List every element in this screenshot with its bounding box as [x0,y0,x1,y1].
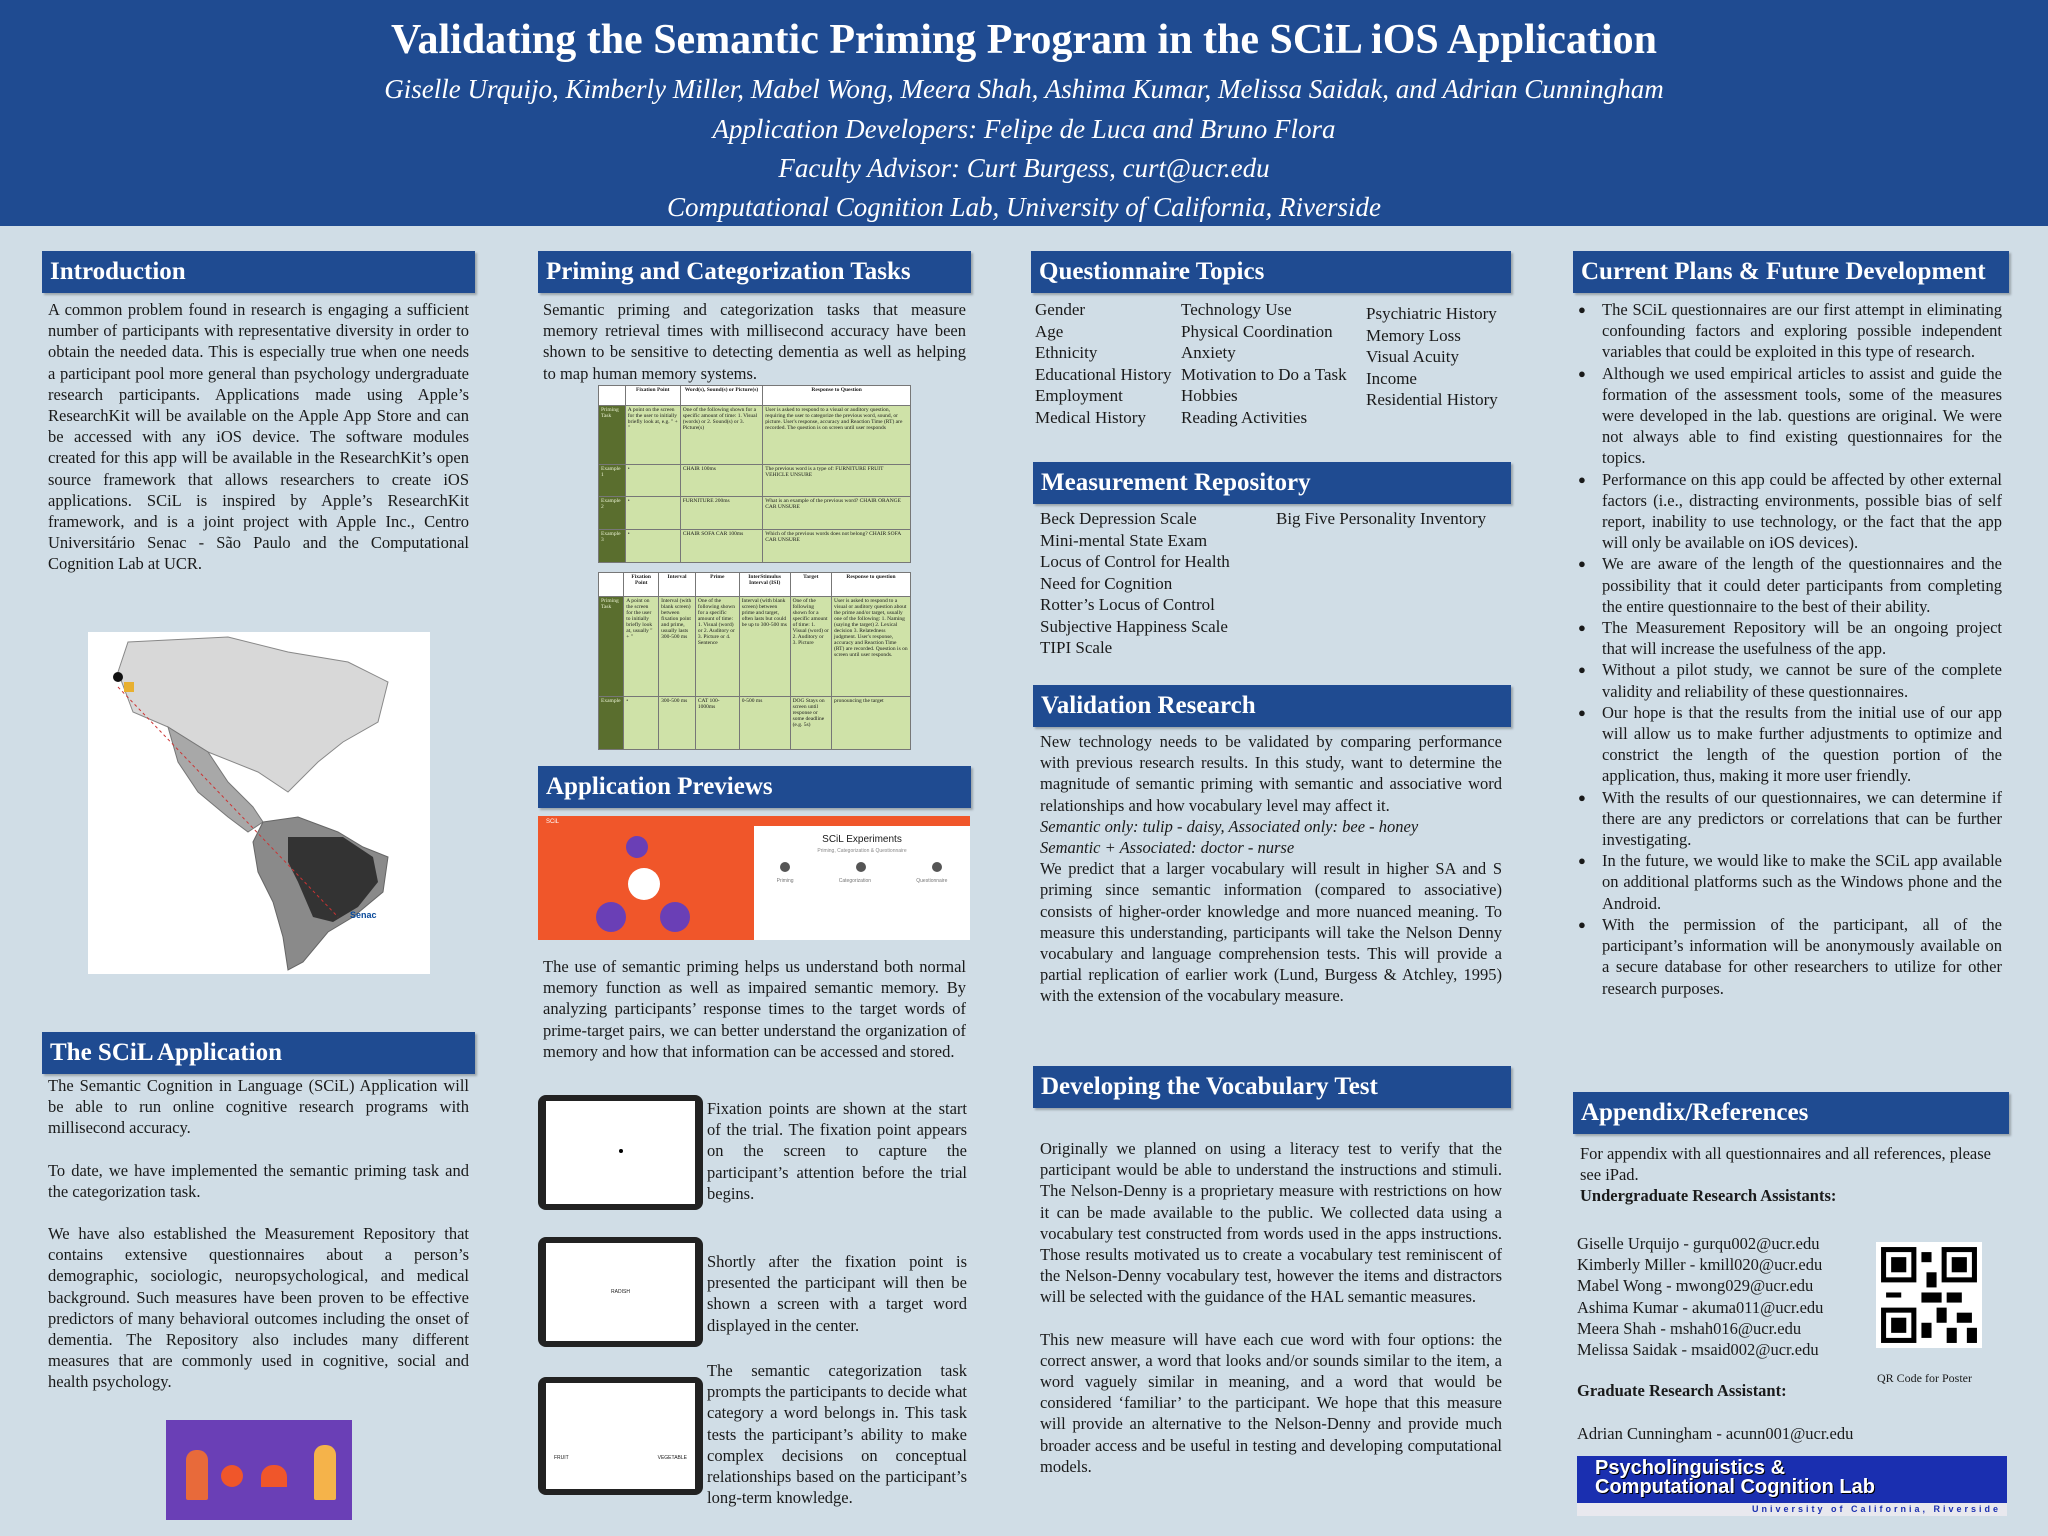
questionnaire-topic: Motivation to Do a Task [1181,364,1347,384]
app-preview-screenshot [538,816,970,940]
plan-bullet: ● Without a pilot study, we cannot be sure of the complete validity and reliability of these questionnaires. [1578,659,2002,701]
target-tablet-image [538,1237,703,1347]
plan-bullet: ● With the permission of the participant, all of the participant’s information will be anonymously available on a secure database for other researchers to utilize for other research purposes. [1578,914,2002,999]
table-cell: A point on the screen for the user to initially briefly look at, usually " + " [624,596,659,696]
table-header-cell: Fixation Point [624,573,659,597]
vocab-p2: This new measure will have each cue word with four options: the correct answer, a word that looks and/or sounds similar to the item, a word vaguely similar in meaning, and a word that would be considered ‘familiar’ to the participant. We hope that this measure will provide an alternative to the Nelson-Denny and provide much broader access and be useful in testing and developing computational models. [1040,1329,1502,1476]
category-right-label: VEGETABLE [657,1455,687,1461]
questionnaire-topic: Employment [1035,386,1123,405]
table-row [599,405,911,464]
questionnaire-topic: Psychiatric History [1366,304,1497,323]
table-cell: • [625,497,680,530]
table-row [599,530,911,563]
table-cell: CHAIR 100ms [680,464,762,497]
table-cell: Priming Task [599,405,626,464]
graduate-assistant: Adrian Cunningham - acunn001@ucr.edu [1577,1424,1854,1443]
graduate-assistant-title: Graduate Research Assistant: [1577,1381,1787,1400]
table-cell: • [625,530,680,563]
assistant-list [1577,1233,1867,1360]
plan-bullet: ● With the results of our questionnaires, we can determine if there are any predictors or correlations that can be further investigating. [1578,787,2002,851]
categorization-tablet-image [538,1377,703,1495]
table-cell: • [625,464,680,497]
table-row [599,596,911,696]
vocab-heading: Developing the Vocabulary Test [1033,1066,1511,1108]
table-cell: User is asked to respond to a visual or auditory question, requiring the user to categorize the previous word, sound, or picture. User's response, accuracy and Reaction Time (RT) are recorded. The question is on screen until user responds [763,405,911,464]
questionnaire-topic: Ethnicity [1035,343,1098,362]
assistant-contact: Meera Shah - mshah016@ucr.edu [1577,1318,1802,1338]
table-cell: Example 2 [599,497,626,530]
logo-line-3: University of California, Riverside [1577,1503,2007,1516]
priming-task-table [598,385,911,563]
senac-logo-label: Senac [350,910,377,920]
authors: Giselle Urquijo, Kimberly Miller, Mabel Wong, Meera Shah, Ashima Kumar, Melissa Saidak, and Adrian Cunningham [384,74,1664,104]
plan-bullet: ● Although we used empirical articles to assist and guide the formation of the assessment tools, some of the measures were developed in the lab. questions are original. We were not always able to find existing questionnaires for the topics. [1578,363,2002,469]
table-cell: DOG Stays on screen until response or some deadline (e.g. 5s) [790,697,831,750]
table-cell: A point on the screen for the user to initially briefly look at, e.g. " + " [625,405,680,464]
table-header-cell: Interval [659,573,696,597]
repository-measure: Mini-mental State Exam [1040,530,1208,550]
validation-example-1: Semantic only: tulip - daisy, Associated only: bee - honey [1040,816,1419,836]
developers: Application Developers: Felipe de Luca and Bruno Flora [712,114,1336,144]
logo-line-2: Computational Cognition Lab [1595,1476,1875,1498]
table-header-cell: Response to Question [763,386,911,406]
table-cell: One of the following shown for a specific amount of time: 1. Visual (word) or 2. Auditory or 3. Picture or 4. Sentence [695,596,739,696]
repository-measure: TIPI Scale [1040,638,1113,657]
table-cell: Example [599,697,624,750]
vocab-p1: Originally we planned on using a literacy test to verify that the participant would be able to understand the instructions and stimuli. The Nelson-Denny is a proprietary measure with restrictions on how it can be made available to the public. We collected data using a vocabulary test constructed from words used in the apps instructions. Those results motivated us to create a vocabulary test reminiscent of the Nelson-Denny vocabulary test, however the items and distractors will be selected with the guidance of the HAL semantic measures. [1040,1139,1502,1307]
assistant-contact: Ashima Kumar - akuma011@ucr.edu [1577,1297,1824,1317]
category-left-label: FRUIT [554,1455,569,1461]
repository-measure: Locus of Control for Health [1040,552,1230,571]
repository-measure: Beck Depression Scale [1040,509,1197,528]
repository-measure: Subjective Happiness Scale [1040,616,1228,636]
table-header-cell: Word(s), Sound(s) or Picture(s) [680,386,762,406]
table-cell: • [624,697,659,750]
repository-measure: Big Five Personality Inventory [1276,509,1487,528]
questionnaire-topic: Residential History [1366,390,1498,409]
poster-title: Validating the Semantic Priming Program in the SCiL iOS Application [391,17,1657,63]
repository-heading: Measurement Repository [1033,462,1511,504]
plans-heading: Current Plans & Future Development [1573,251,2009,293]
repository-measure: Rotter’s Locus of Control [1040,595,1215,614]
poster-banner [0,0,2048,226]
preview-orange-panel: SCiL [538,816,754,940]
table-header-cell: Prime [695,573,739,597]
plan-bullet: ● In the future, we would like to make the SCiL app available on additional platforms such as the Windows phone and the Android. [1578,850,2002,914]
table-cell: What is an example of the previous word? CHAIR ORANGE CAR UNSURE [763,497,911,530]
faculty-advisor: Faculty Advisor: Curt Burgess, curt@ucr.edu [778,153,1270,183]
qr-caption: QR Code for Poster [1877,1371,1972,1385]
table-header-cell: InterStimulus Interval (ISI) [739,573,790,597]
priming-text: Semantic priming and categorization tasks that measure memory retrieval times with millisecond accuracy have been shown to be sensitive to detecting dementia as well as helping to map human memory systems. [543,300,966,383]
table-cell: 0-500 ms [739,697,790,750]
table-row [599,464,911,497]
assistant-contact: Melissa Saidak - msaid002@ucr.edu [1577,1340,1819,1360]
questionnaire-topic: Educational History [1035,364,1172,384]
questionnaire-topic: Gender [1035,300,1086,319]
plan-bullet: ● We are aware of the length of the questionnaires and the possibility that it could deter participants from completing the entire questionnaire to the best of their ability. [1578,553,2002,617]
questionnaire-topic: Income [1366,368,1417,388]
questionnaire-topic: Age [1035,321,1064,341]
plan-bullet: ● Performance on this app could be affected by other external factors (i.e., distracting environments, possible bias of self report, inability to use technology, or the fact that the app will only be available on iOS devices). [1578,469,2002,554]
table-header-cell: Response to question [832,573,911,597]
fixation-text: Fixation points are shown at the start of the trial. The fixation point appears on the screen to capture the participant’s attention before the trial begins. [707,1099,967,1203]
questionnaire-heading: Questionnaire Topics [1031,251,1511,293]
preview-screen-title: SCiL Experiments [822,834,902,845]
fixation-point-icon [619,1149,623,1153]
table-cell: FURNITURE 200ms [680,497,762,530]
repository-list-1 [1040,508,1230,659]
table-header-cell: Fixation Point [625,386,680,406]
table-cell: Interval (with blank screen) between fixation point and prime, usually lasts 300-500 ms [659,596,696,696]
previews-text: The use of semantic priming helps us understand both normal memory function as well as impaired semantic memory. By analyzing participants’ response times to the target words of prime-target pairs, we can better understand the organization of memory and how that information can be accessed and stored. [543,957,966,1061]
table-cell: The previous word is a type of: FURNITURE FRUIT VEHICLE UNSURE [763,464,911,497]
priming-heading: Priming and Categorization Tasks [538,251,971,293]
repository-list-2 [1276,508,1486,530]
repository-measure: Need for Cognition [1040,573,1173,593]
fixation-tablet-image [538,1095,703,1210]
preview-menu-item: Questionnaire [916,878,948,884]
questionnaire-list-2 [1181,299,1347,428]
lab-affiliation: Computational Cognition Lab, University of California, Riverside [667,192,1381,222]
table-cell: One of the following shown for a specific amount of time: 1. Visual (words) or 2. Sound(s) or 3. Picture(s) [680,405,762,464]
appendix-note: For appendix with all questionnaires and all references, please see iPad. [1580,1144,1991,1185]
qr-code-graphic [1876,1242,1982,1348]
table-cell: Interval (with blank screen) between prime and target, often lasts but could be up to 300-500 ms [739,596,790,696]
scil-application-p1: The Semantic Cognition in Language (SCiL) Application will be able to run online cognitive research programs with millisecond accuracy. [48,1076,469,1138]
table-cell: User is asked to respond to a visual or auditory question about the prime and/or target, usually one of the following: 1. Naming (saying the target) 2. Lexical decision 3. Relatedness judgment. User's response, accuracy and Reaction Time (RT) are recorded. Question is on screen until user responds. [832,596,911,696]
appendix-heading: Appendix/References [1573,1092,2009,1134]
table-cell: CHAIR SOFA CAR 100ms [680,530,762,563]
questionnaire-topic: Visual Acuity [1366,347,1459,366]
undergrad-assistants-title: Undergraduate Research Assistants: [1580,1186,1837,1206]
table-header-cell: Target [790,573,831,597]
table-cell: 300-500 ms [659,697,696,750]
validation-p2: We predict that a larger vocabulary will result in higher SA and S priming since semantic information (compared to associative) consists of higher-order knowledge and more nuanced meaning. To measure this understanding, participants will take the Nelson Denny vocabulary and language comprehension tests. This will provide a partial replication of earlier work (Lund, Burgess & Atchley, 1995) with the extension of the vocabulary measure. [1040,859,1502,1006]
table-row [599,497,911,530]
questionnaire-topic: Reading Activities [1181,407,1308,427]
world-map-figure [88,632,430,974]
table-row [599,697,911,750]
validation-example-2: Semantic + Associated: doctor - nurse [1040,838,1295,858]
americas-map [88,632,430,974]
questionnaire-topic: Anxiety [1181,343,1236,362]
introduction-heading: Introduction [42,251,475,293]
questionnaire-topic: Hobbies [1181,386,1238,405]
scil-application-p3: We have also established the Measurement Repository that contains extensive questionnaires about a person’s demographic, sociologic, neuropsychological, and medical background. Such measures have been proven to be effective predictors of many behavioral outcomes including the onset of dementia. The Repository also includes many different measures that are commonly used in cognitive, social and health psychology. [48,1224,469,1392]
preview-menu-item: Priming [776,878,794,884]
categorization-text: The semantic categorization task prompts the participants to decide what category a word belongs in. This task tests the participant’s ability to make complex decisions on conceptual relationships based on the participant’s long-term knowledge. [707,1361,967,1508]
plan-bullet: ● The SCiL questionnaires are our first attempt in eliminating confounding factors and exploring possible independent variables that could be exploited in this type of research. [1578,299,2002,363]
questionnaire-topic: Memory Loss [1366,325,1461,345]
previews-heading: Application Previews [538,766,971,808]
plans-bullet-list [1578,299,2002,999]
scil-application-heading: The SCiL Application [42,1032,475,1074]
table-cell: Example 1 [599,464,626,497]
priming-interval-table [598,572,911,750]
questionnaire-list-3 [1366,303,1498,411]
table-header-cell [599,386,626,406]
table-cell: pronouncing the target [832,697,911,750]
introduction-text: A common problem found in research is engaging a sufficient number of participants with representative diversity in order to obtain the needed data. This is especially true when one needs a participant pool more general than psychology undergraduate research participants. Applications made using Apple’s ResearchKit will be available on the Apple App Store and can be accessed with any iOS device. The software modules created for this app will be available in the ResearchKit’s open source framework that allows researchers to create iOS applications. SCiL is inspired by Apple’s ResearchKit framework, and is a joint project with Apple Inc., Centro Universitário Senac - São Paulo and the Computational Cognition Lab at UCR. [48,300,469,574]
validation-heading: Validation Research [1033,685,1511,727]
app-character-illustration [166,1420,352,1520]
questionnaire-topic: Physical Coordination [1181,321,1333,341]
validation-p1: New technology needs to be validated by comparing performance with previous research results. In this study, want to determine the magnitude of semantic priming with semantic and associative word relationships and how vocabulary level may affect it. [1040,732,1502,815]
table-cell: Priming Task [599,596,624,696]
scil-application-p2: To date, we have implemented the semantic priming task and the categorization task. [48,1160,469,1201]
lab-logo [1577,1456,2007,1516]
assistant-contact: Mabel Wong - mwong029@ucr.edu [1577,1276,1814,1296]
table-header-cell [599,573,624,597]
table-cell: Example 3 [599,530,626,563]
questionnaire-topic: Technology Use [1181,300,1292,319]
logo-line-1: Psycholinguistics & [1595,1457,1786,1479]
plan-bullet: ● The Measurement Repository will be an ongoing project that will increase the usefulness of the app. [1578,617,2002,659]
table-cell: One of the following shown for a specific amount of time: 1. Visual (word) or 2. Auditory or 3. Picture [790,596,831,696]
preview-menu-item: Categorization [838,878,872,884]
preview-screen-subtitle: Priming, Categorization & Questionnaire [817,848,907,854]
questionnaire-topic: Medical History [1035,407,1146,427]
assistant-contact: Kimberly Miller - kmill020@ucr.edu [1577,1255,1823,1275]
target-word: RADISH [611,1289,630,1295]
target-text: Shortly after the fixation point is presented the participant will then be shown a screen with a target word displayed in the center. [707,1252,967,1335]
qr-code-icon[interactable] [1876,1242,1982,1348]
plan-bullet: ● Our hope is that the results from the initial use of our app will allow us to make further adjustments to optimize and constrict the length of the question portion of the application, thus, making it more user friendly. [1578,702,2002,787]
assistant-contact: Giselle Urquijo - gurqu002@ucr.edu [1577,1234,1820,1253]
table-cell: CAT 100-1000ms [695,697,739,750]
questionnaire-list-1 [1035,299,1171,428]
table-cell: Which of the previous words does not belong? CHAIR SOFA CAR UNSURE [763,530,911,563]
